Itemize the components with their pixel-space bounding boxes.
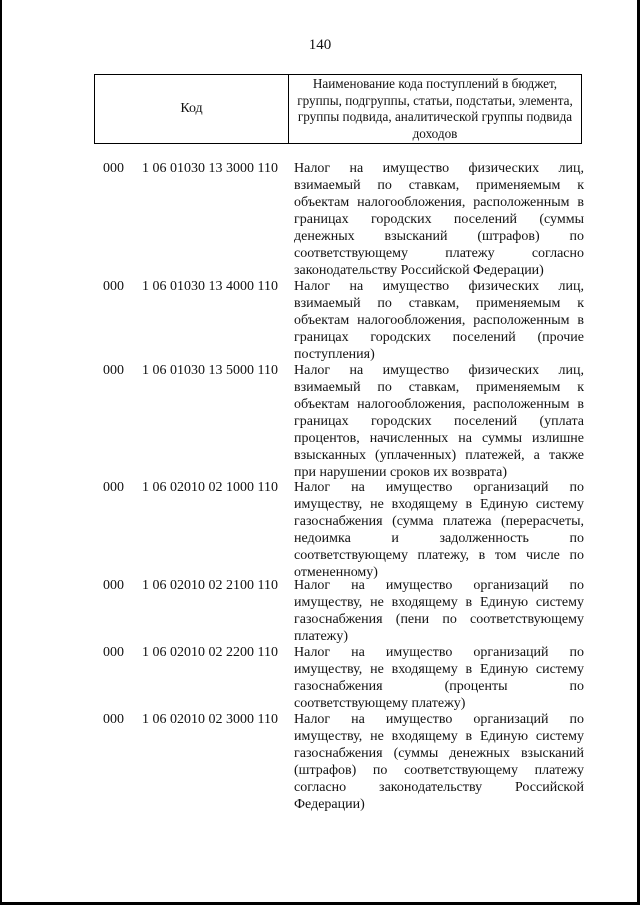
table-row bbox=[0, 278, 640, 362]
row-admin-code: 000 bbox=[103, 279, 124, 294]
row-description: Налог на имущество организаций по имуществу, не входящему в Единую систему газоснабжения (проценты по соответствующему платежу) bbox=[294, 645, 584, 711]
table-row bbox=[0, 577, 640, 644]
row-admin-code: 000 bbox=[103, 161, 124, 176]
row-description: Налог на имущество физических лиц, взимаемый по ставкам, применяемым к объектам налогообложения, расположенным в границах городских поселений (суммы денежных взысканий (штрафов) по соответствующему платежу согласно законодательству Российской Федерации) bbox=[294, 161, 584, 278]
row-budget-code: 1 06 01030 13 4000 110 bbox=[142, 279, 278, 294]
row-budget-code: 1 06 02010 02 3000 110 bbox=[142, 712, 278, 727]
table-row bbox=[0, 711, 640, 829]
header-code-cell: Код bbox=[95, 75, 289, 143]
row-description: Налог на имущество физических лиц, взимаемый по ставкам, применяемым к объектам налогообложения, расположенным в границах городских поселений (уплата процентов, начисленных на суммы излишне взысканных (уплаченных) платежей, а также при нарушении сроков их возврата) bbox=[294, 363, 584, 480]
page-number: 140 bbox=[308, 37, 332, 53]
table-row bbox=[0, 479, 640, 580]
table-row bbox=[0, 362, 640, 479]
row-admin-code: 000 bbox=[103, 578, 124, 593]
table-row bbox=[0, 644, 640, 711]
row-description: Налог на имущество организаций по имуществу, не входящему в Единую систему газоснабжения (сумма платежа (перерасчеты, недоимка и задолженность по соответствующему платежу, в том числе по отмененному) bbox=[294, 480, 584, 580]
row-budget-code: 1 06 02010 02 1000 110 bbox=[142, 480, 278, 495]
row-budget-code: 1 06 01030 13 3000 110 bbox=[142, 161, 278, 176]
header-name-cell: Наименование кода поступлений в бюджет, группы, подгруппы, статьи, подстатьи, элемента, группы подвида, аналитической группы подвида доходов bbox=[297, 76, 573, 141]
row-description: Налог на имущество организаций по имуществу, не входящему в Единую систему газоснабжения (суммы денежных взысканий (штрафов) по соответствующему платежу согласно законодательству Российской Федерации) bbox=[294, 712, 584, 812]
row-description: Налог на имущество организаций по имуществу, не входящему в Единую систему газоснабжения (пени по соответствующему платежу) bbox=[294, 578, 584, 644]
row-budget-code: 1 06 02010 02 2100 110 bbox=[142, 578, 278, 593]
row-admin-code: 000 bbox=[103, 363, 124, 378]
table-body bbox=[0, 160, 640, 829]
row-budget-code: 1 06 01030 13 5000 110 bbox=[142, 363, 278, 378]
table-row bbox=[0, 160, 640, 278]
row-admin-code: 000 bbox=[103, 645, 124, 660]
row-admin-code: 000 bbox=[103, 712, 124, 727]
row-budget-code: 1 06 02010 02 2200 110 bbox=[142, 645, 278, 660]
row-description: Налог на имущество физических лиц, взимаемый по ставкам, применяемым к объектам налогообложения, расположенным в границах городских поселений (прочие поступления) bbox=[294, 279, 584, 362]
row-admin-code: 000 bbox=[103, 480, 124, 495]
table-header bbox=[94, 74, 582, 144]
